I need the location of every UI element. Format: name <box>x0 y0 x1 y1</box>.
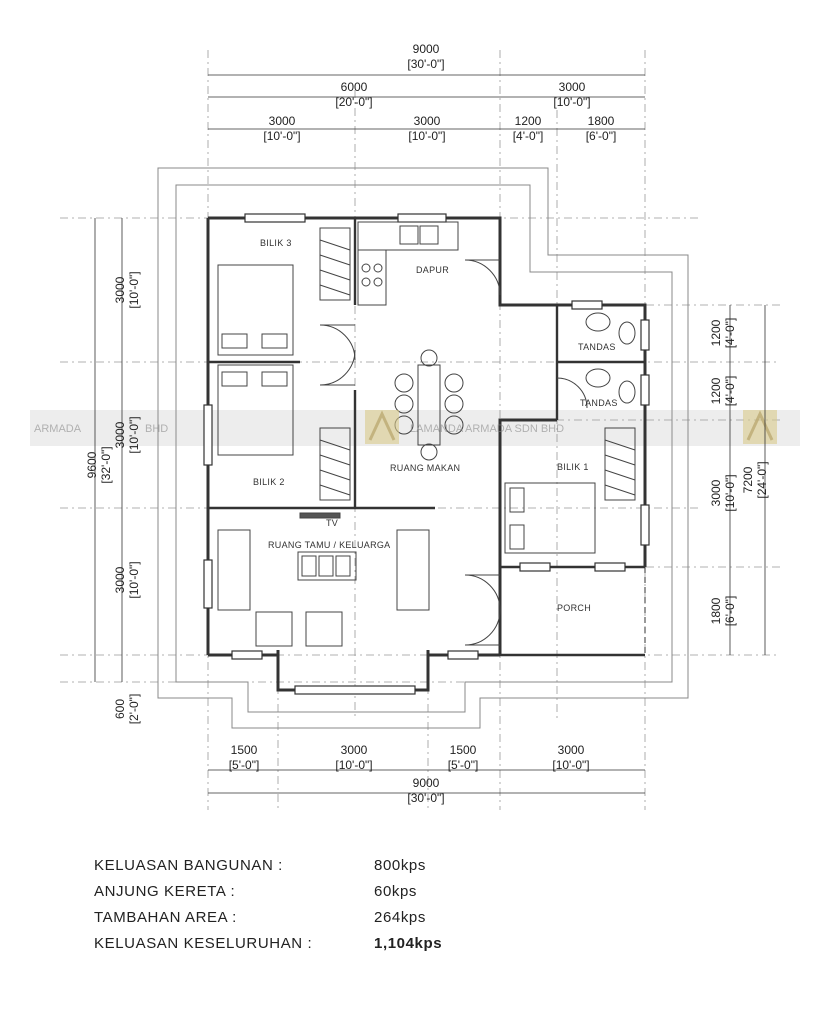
dim-right-seg4: 1800 <box>709 597 723 625</box>
area-row-bangunan <box>94 852 514 878</box>
area-label: KELUASAN BANGUNAN : <box>94 856 283 874</box>
dim-left-seg1: 3000 <box>113 276 127 304</box>
room-tandas1: TANDAS <box>578 342 616 352</box>
watermark-center: LAMANDA ARMADA SDN BHD <box>410 423 565 435</box>
dim-left-seg3: 3000 <box>113 566 127 594</box>
kitchen-fixtures <box>358 222 458 305</box>
dim-left-seg4-ft: [2'-0"] <box>127 693 141 725</box>
wardrobes <box>320 228 635 500</box>
dim-bottom-total-ft: [30'-0"] <box>407 791 445 805</box>
room-tv: TV <box>326 518 339 528</box>
watermark-left2: BHD <box>145 423 169 435</box>
dim-left-seg2-ft: [10'-0"] <box>127 416 141 454</box>
room-tandas2: TANDAS <box>580 398 618 408</box>
dim-right-total-ft: [24'-0"] <box>755 461 769 499</box>
room-ruang-makan: RUANG MAKAN <box>390 463 461 473</box>
dim-bottom-total: 9000 <box>412 776 440 790</box>
windows <box>204 214 649 694</box>
dim-right-seg2: 1200 <box>709 377 723 405</box>
dim-top-seg4: 1800 <box>587 114 615 128</box>
dim-top-seg3-ft: [4'-0"] <box>512 129 544 143</box>
area-value: 800kps <box>374 856 426 874</box>
dim-top-seg3: 1200 <box>514 114 542 128</box>
dim-right-seg2-ft: [4'-0"] <box>723 375 737 407</box>
room-bilik3: BILIK 3 <box>260 238 292 248</box>
doors <box>320 260 587 645</box>
dim-right-seg3: 3000 <box>709 479 723 507</box>
dim-top-seg2-ft: [10'-0"] <box>408 129 446 143</box>
dim-bottom-seg2: 3000 <box>340 743 368 757</box>
area-label: KELUASAN KESELURUHAN : <box>94 934 313 952</box>
area-row-keseluruhan <box>94 930 514 956</box>
dim-right-total: 7200 <box>741 466 755 494</box>
dim-bottom-seg4-ft: [10'-0"] <box>552 758 590 772</box>
dim-right-seg1: 1200 <box>709 319 723 347</box>
dim-top-left-ft: [20'-0"] <box>335 95 373 109</box>
area-value: 60kps <box>374 882 418 900</box>
dim-right-seg3-ft: [10'-0"] <box>723 474 737 512</box>
dim-bottom-seg1: 1500 <box>230 743 258 757</box>
dim-bottom-seg4: 3000 <box>557 743 585 757</box>
dim-left-seg2: 3000 <box>113 421 127 449</box>
dim-top-seg1: 3000 <box>268 114 296 128</box>
dim-left-total-ft: [32'-0"] <box>99 446 113 484</box>
dim-left-seg4: 600 <box>113 698 127 720</box>
living-furniture <box>218 513 429 646</box>
dim-left-total: 9600 <box>85 451 99 479</box>
dim-right-seg1-ft: [4'-0"] <box>723 317 737 349</box>
area-row-anjung <box>94 878 514 904</box>
dim-top-left: 6000 <box>340 80 368 94</box>
bathroom-fixtures <box>586 313 635 403</box>
dim-top-seg4-ft: [6'-0"] <box>585 129 617 143</box>
dim-left-seg3-ft: [10'-0"] <box>127 561 141 599</box>
room-dapur: DAPUR <box>416 265 450 275</box>
area-value: 264kps <box>374 908 426 926</box>
dim-top-right-ft: [10'-0"] <box>553 95 591 109</box>
area-label: ANJUNG KERETA : <box>94 882 236 900</box>
dim-top-seg1-ft: [10'-0"] <box>263 129 301 143</box>
dim-top-total: 9000 <box>412 42 440 56</box>
room-bilik1: BILIK 1 <box>557 462 589 472</box>
room-bilik2: BILIK 2 <box>253 477 285 487</box>
area-value-total: 1,104kps <box>374 934 443 952</box>
dim-bottom-seg3-ft: [5'-0"] <box>447 758 479 772</box>
room-ruang-tamu: RUANG TAMU / KELUARGA <box>268 540 391 550</box>
area-label: TAMBAHAN AREA : <box>94 908 237 926</box>
area-summary <box>94 852 514 956</box>
dim-top-total-ft: [30'-0"] <box>407 57 445 71</box>
dim-top-seg2: 3000 <box>413 114 441 128</box>
room-porch: PORCH <box>557 603 592 613</box>
dim-left-seg1-ft: [10'-0"] <box>127 271 141 309</box>
beds <box>218 265 595 553</box>
dim-bottom-seg3: 1500 <box>449 743 477 757</box>
area-row-tambahan <box>94 904 514 930</box>
dim-top-right: 3000 <box>558 80 586 94</box>
watermark-left: ARMADA <box>34 423 82 435</box>
roof-outline <box>158 168 688 728</box>
dim-bottom-seg1-ft: [5'-0"] <box>228 758 260 772</box>
dim-right-seg4-ft: [6'-0"] <box>723 595 737 627</box>
dim-bottom-seg2-ft: [10'-0"] <box>335 758 373 772</box>
exterior-walls <box>208 218 645 690</box>
